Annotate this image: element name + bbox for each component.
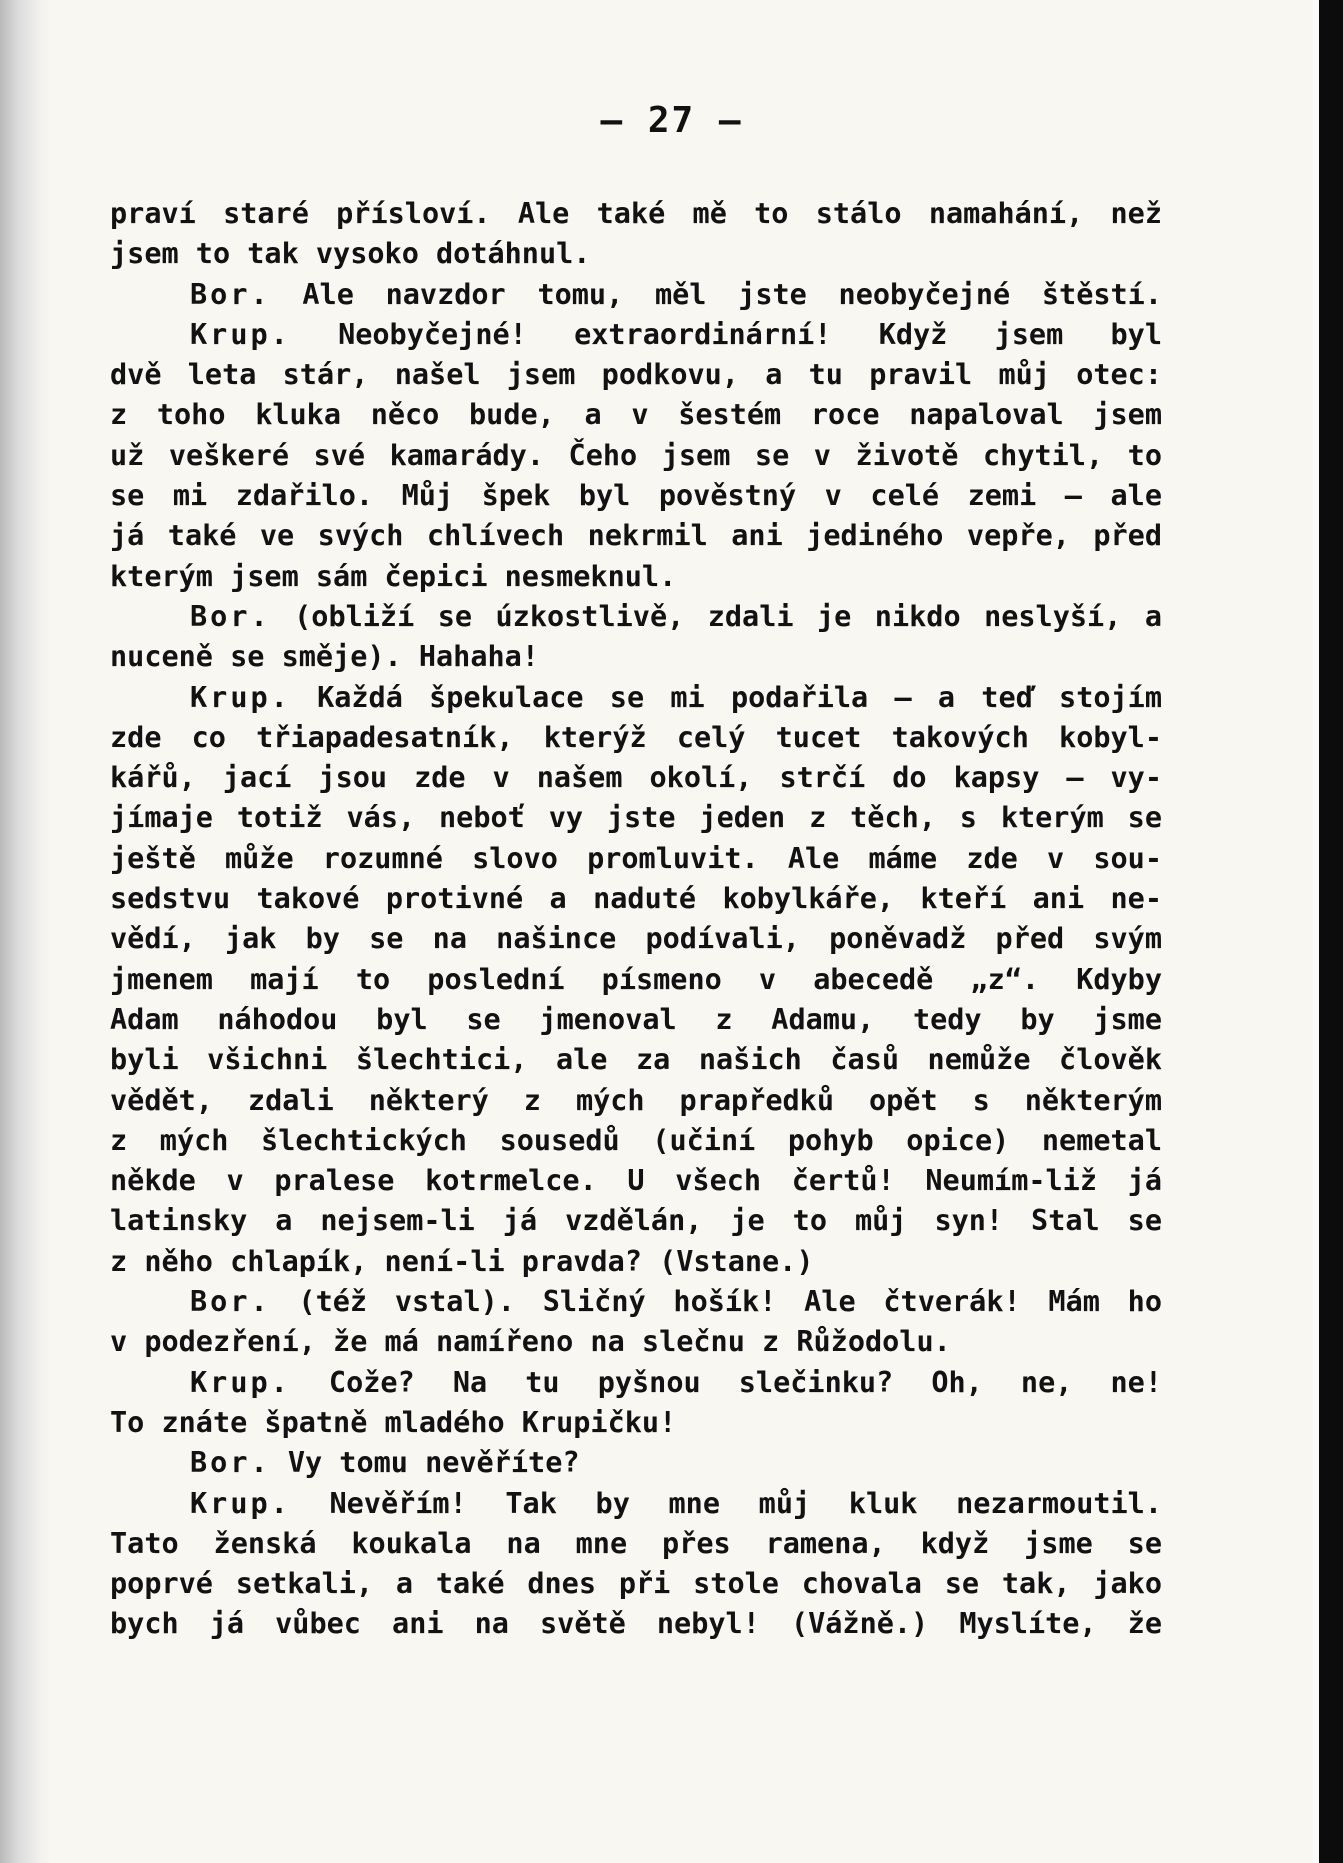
line-text: kterým jsem sám čepici nesmeknul. <box>110 559 677 593</box>
line-text: v podezření, že má namířeno na slečnu z Růžodolu. <box>110 1325 951 1359</box>
line-text: z něho chlapík, není-li pravda? (Vstane.) <box>110 1244 814 1278</box>
text-line <box>110 798 1162 838</box>
text-line <box>110 315 1162 355</box>
text-line <box>110 1282 1162 1322</box>
line-text: Neobyčejné! extraordinární! Když jsem byl <box>338 317 1162 351</box>
text-line <box>110 1322 1162 1362</box>
text-line <box>110 1242 1162 1282</box>
text-line <box>110 1081 1162 1121</box>
text-line <box>110 1161 1162 1201</box>
line-text: sedstvu takové protivné a naduté kobylkáře, kteří ani ne- <box>110 882 1162 916</box>
text-line <box>110 1363 1162 1403</box>
line-text: latinsky a nejsem-li já vzdělán, je to můj syn! Stal se <box>110 1204 1162 1238</box>
speaker-name: Bor. <box>190 277 271 311</box>
line-text: vědí, jak by se na našince podívali, poněvadž před svým <box>110 922 1162 956</box>
speaker-name: Krup. <box>190 1486 291 1520</box>
line-text: kářů, jací jsou zde v našem okolí, strčí do kapsy — vy- <box>110 761 1162 795</box>
line-text: někde v pralese kotrmelce. U všech čertů! Neumím-liž já <box>110 1164 1162 1198</box>
text-line <box>110 1564 1162 1604</box>
line-text: Nevěřím! Tak by mne můj kluk nezarmoutil. <box>329 1486 1162 1520</box>
binding-shadow <box>0 0 52 1863</box>
text-line <box>110 960 1162 1000</box>
text-line <box>110 1524 1162 1564</box>
speaker-name: Bor. <box>190 1446 271 1480</box>
line-text: (též vstal). Sličný hošík! Ale čtverák! Mám ho <box>298 1285 1162 1319</box>
text-line <box>110 1000 1162 1040</box>
text-line <box>110 1443 1162 1483</box>
line-text: jímaje totiž vás, neboť vy jste jeden z těch, s kterým se <box>110 801 1162 835</box>
line-text: bych já vůbec ani na světě nebyl! (Vážně.) Myslíte, že <box>110 1607 1162 1641</box>
text-line <box>110 275 1162 315</box>
page-number: — 27 — <box>600 100 743 141</box>
line-text: už veškeré své kamarády. Čeho jsem se v životě chytil, to <box>110 438 1162 472</box>
text-line <box>110 395 1162 435</box>
line-text: To znáte špatně mladého Krupičku! <box>110 1405 677 1439</box>
scan-border <box>1319 0 1343 1863</box>
text-line <box>110 1484 1162 1524</box>
text-line <box>110 1604 1162 1644</box>
line-text: poprvé setkali, a také dnes při stole chovala se tak, jako <box>110 1567 1162 1601</box>
line-text: ještě může rozumné slovo promluvit. Ale máme zde v sou- <box>110 841 1162 875</box>
line-text: Vy tomu nevěříte? <box>287 1446 580 1480</box>
text-line <box>110 758 1162 798</box>
text-line <box>110 516 1162 556</box>
text-line <box>110 879 1162 919</box>
line-text: z toho kluka něco bude, a v šestém roce napaloval jsem <box>110 398 1162 432</box>
line-text: jsem to tak vysoko dotáhnul. <box>110 237 591 271</box>
text-line <box>110 355 1162 395</box>
line-text: vědět, zdali některý z mých prapředků opět s některým <box>110 1083 1162 1117</box>
text-line <box>110 1040 1162 1080</box>
text-line <box>110 919 1162 959</box>
text-line <box>110 718 1162 758</box>
line-text: dvě leta stár, našel jsem podkovu, a tu pravil můj otec: <box>110 358 1162 392</box>
speaker-name: Bor. <box>190 599 271 633</box>
line-text: se mi zdařilo. Můj špek byl pověstný v celé zemi — ale <box>110 479 1162 513</box>
text-line <box>110 436 1162 476</box>
text-line <box>110 839 1162 879</box>
line-text: praví staré přísloví. Ale také mě to stálo namahání, než <box>110 197 1162 230</box>
line-text: byli všichni šlechtici, ale za našich časů nemůže člověk <box>110 1043 1162 1077</box>
text-line <box>110 234 1162 274</box>
speaker-name: Krup. <box>190 317 291 351</box>
text-line <box>110 678 1162 718</box>
line-text: Cože? Na tu pyšnou slečinku? Oh, ne, ne! <box>328 1365 1162 1399</box>
text-line <box>110 637 1162 677</box>
line-text: Tato ženská koukala na mne přes ramena, když jsme se <box>110 1526 1162 1560</box>
line-text: nuceně se směje). Hahaha! <box>110 640 539 674</box>
body-text <box>110 194 1162 1645</box>
text-line <box>110 1201 1162 1241</box>
line-text: Ale navzdor tomu, měl jste neobyčejné štěstí. <box>302 277 1162 311</box>
speaker-name: Krup. <box>190 680 291 714</box>
text-line <box>110 1403 1162 1443</box>
line-text: já také ve svých chlívech nekrmil ani jediného vepře, před <box>110 519 1162 553</box>
line-text: z mých šlechtických sousedů (učiní pohyb opice) nemetal <box>110 1123 1162 1157</box>
line-text: zde co třiapadesatník, kterýž celý tucet takových kobyl- <box>110 720 1162 754</box>
line-text: (obliží se úzkostlivě, zdali je nikdo neslyší, a <box>294 599 1162 633</box>
line-text: Každá špekulace se mi podařila — a teď stojím <box>317 680 1162 714</box>
text-line <box>110 194 1162 234</box>
text-line <box>110 557 1162 597</box>
text-line <box>110 476 1162 516</box>
line-text: jmenem mají to poslední písmeno v abecedě „z“. Kdyby <box>110 962 1162 996</box>
text-line <box>110 597 1162 637</box>
speaker-name: Krup. <box>190 1365 291 1399</box>
text-line <box>110 1121 1162 1161</box>
line-text: Adam náhodou byl se jmenoval z Adamu, tedy by jsme <box>110 1002 1162 1036</box>
speaker-name: Bor. <box>190 1285 271 1319</box>
